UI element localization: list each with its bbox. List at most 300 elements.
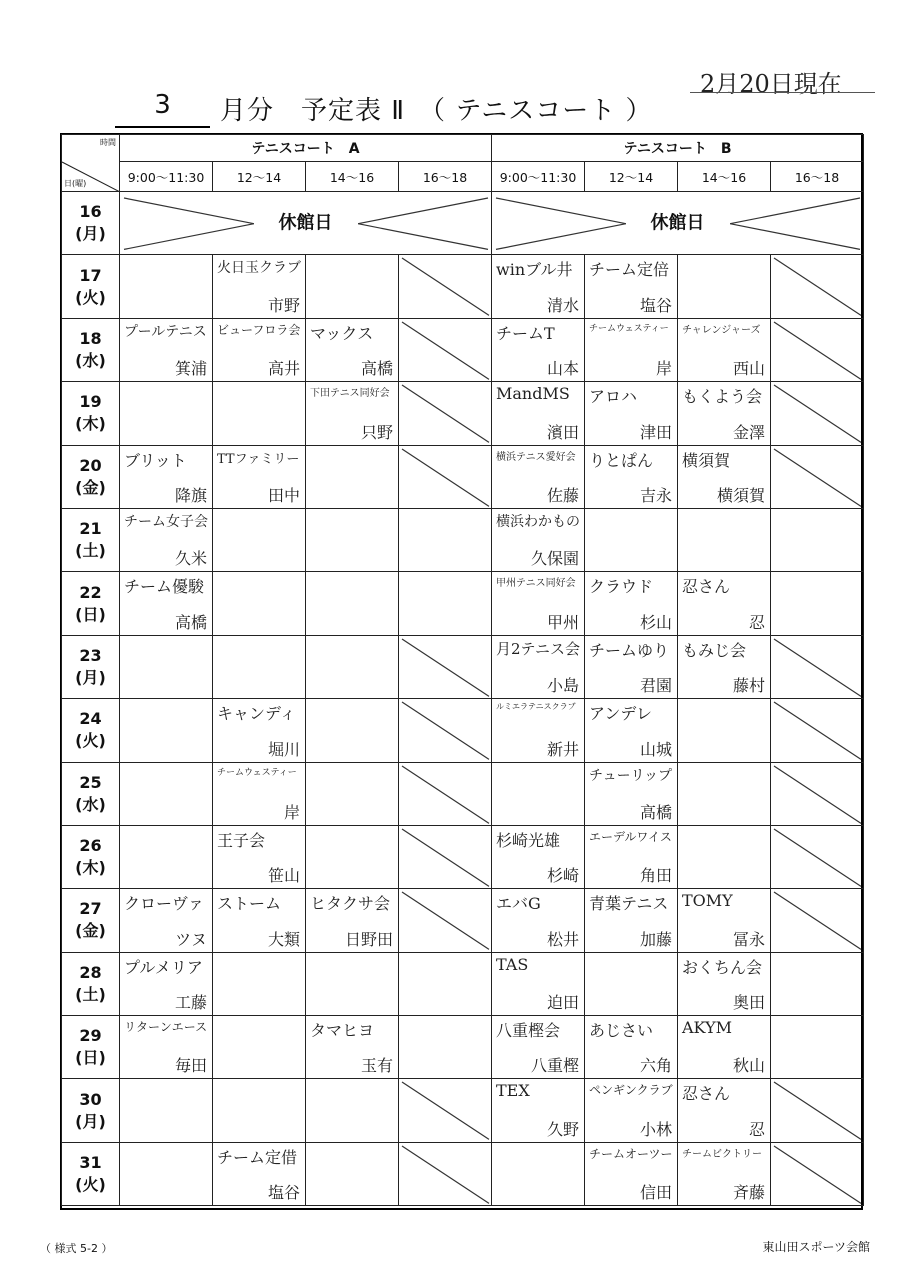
team-name: もみじ会 — [682, 640, 747, 660]
booking-slot — [399, 572, 492, 635]
slot-unavailable-slash — [402, 385, 489, 442]
table-row — [62, 889, 864, 952]
booking-slot — [120, 889, 213, 952]
booking-slot — [585, 255, 678, 318]
day-of-week: (日) — [75, 604, 106, 624]
booking-slot — [120, 572, 213, 635]
table-row — [62, 1142, 864, 1205]
booking-slot — [213, 762, 306, 825]
unavailable-slot — [771, 382, 864, 445]
date-cell — [62, 445, 120, 508]
team-name: チームウェスティー — [589, 323, 669, 334]
team-name: MandMS — [496, 384, 570, 404]
table-row — [62, 699, 864, 762]
representative-name: 杉崎 — [546, 866, 579, 886]
team-name: winブル井 — [496, 260, 573, 280]
booking-slot — [306, 382, 399, 445]
date-cell — [62, 635, 120, 698]
booking-slot — [306, 699, 399, 762]
representative-name: 吉永 — [639, 485, 672, 505]
team-name: チームゆり — [589, 640, 670, 660]
day-of-week: (土) — [75, 541, 106, 561]
day-number: 16 — [79, 202, 102, 222]
date-cell — [62, 889, 120, 952]
table-row — [62, 952, 864, 1015]
day-number: 29 — [79, 1026, 102, 1046]
booking-slot — [678, 762, 771, 825]
slot-unavailable-slash — [402, 829, 489, 886]
booking-slot — [399, 508, 492, 571]
representative-name: 忍 — [748, 1119, 765, 1139]
closed-day-line — [730, 224, 860, 250]
day-number: 26 — [79, 836, 102, 856]
booking-slot — [213, 445, 306, 508]
slot-unavailable-slash — [774, 385, 861, 442]
team-name: チャレンジャーズ — [682, 324, 761, 336]
closed-day-label: 休館日 — [645, 209, 711, 235]
table-row — [62, 825, 864, 888]
schedule-table — [61, 134, 864, 1206]
booking-slot — [306, 889, 399, 952]
team-name: もくよう会 — [682, 387, 763, 407]
booking-slot — [120, 825, 213, 888]
slot-unavailable-slash — [402, 258, 489, 315]
booking-slot — [213, 1079, 306, 1142]
representative-name: 冨永 — [732, 929, 765, 949]
representative-name: 玉有 — [360, 1056, 393, 1076]
representative-name: 工藤 — [174, 993, 207, 1013]
date-cell — [62, 382, 120, 445]
representative-name: 八重樫 — [530, 1056, 579, 1076]
team-name: チューリップ — [589, 767, 673, 784]
representative-name: 新井 — [546, 739, 579, 759]
booking-slot — [585, 318, 678, 381]
closed-day-line — [124, 198, 254, 224]
representative-name: 横須賀 — [716, 485, 765, 505]
slot-unavailable-slash — [402, 766, 489, 823]
date-cell — [62, 699, 120, 762]
booking-slot — [585, 699, 678, 762]
slot-unavailable-slash — [774, 829, 861, 886]
unavailable-slot — [771, 635, 864, 698]
team-name: チーム優駿 — [124, 577, 205, 597]
representative-name: 佐藤 — [546, 485, 579, 505]
closed-day-line — [730, 198, 860, 224]
booking-slot — [492, 825, 585, 888]
slot-unavailable-slash — [774, 322, 861, 379]
booking-slot — [306, 572, 399, 635]
booking-slot — [492, 1142, 585, 1205]
booking-slot — [678, 255, 771, 318]
team-name: あじさい — [589, 1021, 654, 1041]
booking-slot — [678, 382, 771, 445]
day-number: 28 — [79, 962, 102, 982]
corner-date-label: 日(曜) — [64, 179, 87, 188]
booking-slot — [120, 699, 213, 762]
booking-slot — [120, 635, 213, 698]
representative-name: 藤村 — [732, 676, 765, 696]
day-of-week: (木) — [75, 858, 106, 878]
booking-slot — [678, 825, 771, 888]
unavailable-slot — [399, 635, 492, 698]
team-name: ブリット — [124, 450, 187, 470]
team-name: 甲州テニス同好会 — [496, 578, 576, 590]
representative-name: 大類 — [267, 929, 300, 949]
booking-slot — [585, 445, 678, 508]
booking-slot — [678, 572, 771, 635]
representative-name: 清水 — [546, 295, 579, 315]
booking-slot — [585, 635, 678, 698]
team-name: TOMY — [682, 891, 733, 911]
booking-slot — [120, 1079, 213, 1142]
slot-unavailable-slash — [774, 892, 861, 949]
date-cell — [62, 952, 120, 1015]
team-name: チーム定倍 — [589, 260, 670, 280]
team-name: ヒタクサ会 — [310, 894, 391, 914]
team-name: 下田テニス同好会 — [310, 388, 390, 400]
unavailable-slot — [771, 1079, 864, 1142]
day-number: 22 — [79, 582, 102, 602]
time-slot-header: 16～18 — [771, 162, 864, 192]
organization-name: 東山田スポーツ会館 — [762, 1240, 870, 1254]
team-name: プルメリア — [124, 957, 203, 977]
day-of-week: (金) — [75, 921, 106, 941]
representative-name: 久米 — [174, 549, 207, 569]
representative-name: 箕浦 — [174, 359, 207, 379]
booking-slot — [492, 508, 585, 571]
representative-name: 濱田 — [546, 422, 579, 442]
date-cell — [62, 1016, 120, 1079]
booking-slot — [585, 508, 678, 571]
time-slot-header: 14～16 — [306, 162, 399, 192]
booking-slot — [678, 1079, 771, 1142]
booking-slot — [120, 762, 213, 825]
day-number: 21 — [79, 519, 102, 539]
booking-slot — [492, 1016, 585, 1079]
team-name: マックス — [310, 323, 374, 343]
table-row — [62, 572, 864, 635]
slot-unavailable-slash — [774, 766, 861, 823]
team-name: 横浜テニス愛好会 — [496, 451, 576, 463]
unavailable-slot — [399, 318, 492, 381]
as-of-underline — [690, 92, 875, 93]
team-name: プールテニス — [124, 323, 207, 340]
booking-slot — [492, 762, 585, 825]
slot-unavailable-slash — [774, 258, 861, 315]
date-cell — [62, 825, 120, 888]
booking-slot — [492, 572, 585, 635]
booking-slot — [399, 952, 492, 1015]
booking-slot — [306, 445, 399, 508]
team-name: TTファミリー — [217, 451, 300, 467]
slot-unavailable-slash — [402, 892, 489, 949]
team-name: 月2テニス会 — [496, 639, 580, 658]
representative-name: 高井 — [267, 359, 300, 379]
team-name: ストーム — [217, 894, 282, 914]
unavailable-slot — [399, 889, 492, 952]
title-month-number: 3 — [154, 90, 171, 120]
closed-day-label: 休館日 — [273, 209, 339, 235]
team-name: チームオーツー — [589, 1146, 673, 1161]
table-row — [62, 1016, 864, 1079]
booking-slot — [492, 445, 585, 508]
representative-name: 高橋 — [639, 802, 672, 822]
time-slot-header: 9:00～11:30 — [120, 162, 213, 192]
booking-slot — [678, 1142, 771, 1205]
team-name: エバG — [496, 894, 541, 914]
booking-slot — [306, 952, 399, 1015]
unavailable-slot — [771, 445, 864, 508]
unavailable-slot — [399, 382, 492, 445]
booking-slot — [771, 1016, 864, 1079]
day-of-week: (火) — [75, 731, 106, 751]
slot-unavailable-slash — [774, 639, 861, 696]
representative-name: 小島 — [546, 676, 579, 696]
slot-unavailable-slash — [774, 1082, 861, 1139]
table-row — [62, 255, 864, 318]
unavailable-slot — [771, 255, 864, 318]
booking-slot — [585, 952, 678, 1015]
slot-unavailable-slash — [402, 449, 489, 506]
day-of-week: (火) — [75, 287, 106, 307]
booking-slot — [492, 318, 585, 381]
day-number: 25 — [79, 772, 102, 792]
representative-name: 久保園 — [530, 549, 579, 569]
representative-name: 日野田 — [344, 929, 393, 949]
team-name: 八重樫会 — [496, 1021, 561, 1041]
date-cell — [62, 192, 120, 255]
representative-name: 秋山 — [732, 1056, 765, 1076]
unavailable-slot — [771, 825, 864, 888]
representative-name: 岸 — [655, 359, 672, 379]
booking-slot — [399, 1016, 492, 1079]
day-of-week: (土) — [75, 984, 106, 1004]
team-name: ビューフロラ会 — [217, 322, 301, 337]
booking-slot — [306, 255, 399, 318]
representative-name: 塩谷 — [639, 295, 672, 315]
team-name: りとぱん — [589, 450, 654, 470]
booking-slot — [213, 825, 306, 888]
booking-slot — [492, 1079, 585, 1142]
booking-slot — [213, 508, 306, 571]
team-name: アンデレ — [589, 704, 653, 724]
table-row — [62, 635, 864, 698]
booking-slot — [771, 508, 864, 571]
day-number: 24 — [79, 709, 102, 729]
booking-slot — [492, 952, 585, 1015]
representative-name: 信田 — [639, 1183, 672, 1203]
representative-name: 加藤 — [639, 929, 672, 949]
booking-slot — [585, 762, 678, 825]
representative-name: 甲州 — [546, 612, 579, 632]
form-number: （ 様式 5-2 ） — [40, 1242, 113, 1255]
booking-slot — [585, 572, 678, 635]
team-name: アロハ — [589, 387, 638, 407]
team-name: 忍さん — [682, 1084, 731, 1104]
day-number: 27 — [79, 899, 102, 919]
closed-day-line — [496, 198, 626, 224]
booking-slot — [771, 572, 864, 635]
representative-name: 堀川 — [267, 739, 300, 759]
representative-name: 岸 — [283, 802, 300, 822]
representative-name: 只野 — [360, 422, 393, 442]
day-number: 18 — [79, 328, 102, 348]
title-month-underline — [115, 126, 210, 128]
unavailable-slot — [771, 889, 864, 952]
team-name: おくちん会 — [682, 957, 763, 977]
slot-unavailable-slash — [402, 639, 489, 696]
team-name: 横須賀 — [682, 450, 731, 470]
representative-name: 金澤 — [732, 422, 765, 442]
day-number: 31 — [79, 1153, 102, 1173]
corner-time-label: 時間 — [100, 138, 116, 147]
booking-slot — [492, 699, 585, 762]
booking-slot — [585, 889, 678, 952]
title-text: 月分 予定表 Ⅱ （ テニスコート ） — [220, 96, 653, 126]
representative-name: 六角 — [639, 1056, 672, 1076]
team-name: TEX — [496, 1081, 530, 1101]
team-name: 青葉テニス — [589, 894, 669, 914]
day-number: 19 — [79, 392, 102, 412]
team-name: 火日玉クラブ — [217, 260, 301, 277]
day-number: 23 — [79, 645, 102, 665]
booking-slot — [585, 382, 678, 445]
date-cell — [62, 508, 120, 571]
booking-slot — [585, 1142, 678, 1205]
team-name: AKYM — [682, 1018, 733, 1038]
booking-slot — [306, 1079, 399, 1142]
date-cell — [62, 1142, 120, 1205]
table-row — [62, 382, 864, 445]
day-of-week: (月) — [75, 667, 106, 687]
booking-slot — [120, 1016, 213, 1079]
day-of-week: (火) — [75, 1175, 106, 1195]
team-name: チームビクトリー — [682, 1148, 762, 1160]
representative-name: 杉山 — [639, 612, 672, 632]
representative-name: 高橋 — [360, 359, 393, 379]
closed-day-cell — [492, 192, 864, 255]
booking-slot — [306, 635, 399, 698]
booking-slot — [585, 1079, 678, 1142]
table-row — [62, 318, 864, 381]
representative-name: 津田 — [639, 422, 672, 442]
representative-name: 田中 — [267, 485, 300, 505]
day-of-week: (月) — [75, 224, 106, 244]
unavailable-slot — [771, 762, 864, 825]
time-slot-header: 16～18 — [399, 162, 492, 192]
booking-slot — [213, 1142, 306, 1205]
representative-name: 高橋 — [174, 612, 207, 632]
time-slot-header: 9:00～11:30 — [492, 162, 585, 192]
booking-slot — [213, 699, 306, 762]
slot-unavailable-slash — [774, 702, 861, 759]
team-name: 杉崎光雄 — [496, 830, 561, 850]
representative-name: 塩谷 — [267, 1183, 300, 1203]
representative-name: 山城 — [639, 739, 672, 759]
team-name: チーム女子会 — [124, 513, 208, 530]
team-name: チームウェスティー — [217, 767, 297, 778]
table-row — [62, 1079, 864, 1142]
booking-slot — [678, 318, 771, 381]
booking-slot — [120, 382, 213, 445]
representative-name: 毎田 — [174, 1056, 207, 1076]
booking-slot — [678, 508, 771, 571]
team-name: 忍さん — [682, 577, 731, 597]
representative-name: 君園 — [639, 676, 672, 696]
booking-slot — [213, 635, 306, 698]
booking-slot — [585, 825, 678, 888]
closed-day-line — [358, 198, 488, 224]
representative-name: 奥田 — [732, 993, 765, 1013]
representative-name: 西山 — [732, 359, 765, 379]
booking-slot — [213, 382, 306, 445]
slot-unavailable-slash — [774, 1146, 861, 1203]
date-cell — [62, 762, 120, 825]
booking-slot — [120, 952, 213, 1015]
booking-slot — [213, 318, 306, 381]
booking-slot — [306, 762, 399, 825]
date-cell — [62, 572, 120, 635]
closed-day-line — [496, 224, 626, 250]
booking-slot — [213, 255, 306, 318]
booking-slot — [120, 1142, 213, 1205]
team-name: タマヒヨ — [310, 1021, 375, 1041]
booking-slot — [120, 318, 213, 381]
closed-day-cell — [120, 192, 492, 255]
booking-slot — [678, 635, 771, 698]
date-cell — [62, 1079, 120, 1142]
time-slot-header: 14～16 — [678, 162, 771, 192]
representative-name: 久野 — [546, 1119, 579, 1139]
representative-name: 市野 — [267, 295, 300, 315]
representative-name: 斉藤 — [732, 1183, 765, 1203]
representative-name: 忍 — [748, 612, 765, 632]
court-header: テニスコート A — [120, 135, 492, 162]
representative-name: 小林 — [639, 1119, 672, 1139]
day-of-week: (日) — [75, 1048, 106, 1068]
booking-slot — [492, 382, 585, 445]
team-name: 横浜わかもの — [496, 513, 580, 530]
table-row — [62, 508, 864, 571]
time-slot-header: 12～14 — [585, 162, 678, 192]
booking-slot — [306, 825, 399, 888]
booking-slot — [213, 1016, 306, 1079]
date-cell — [62, 255, 120, 318]
team-name: ルミエラテニスクラブ — [496, 702, 576, 712]
unavailable-slot — [399, 699, 492, 762]
day-of-week: (水) — [75, 794, 106, 814]
unavailable-slot — [399, 255, 492, 318]
unavailable-slot — [399, 825, 492, 888]
booking-slot — [585, 1016, 678, 1079]
booking-slot — [306, 508, 399, 571]
day-of-week: (金) — [75, 477, 106, 497]
team-name: クローヴァ — [124, 894, 204, 914]
booking-slot — [678, 889, 771, 952]
header-corner — [62, 135, 120, 192]
booking-slot — [678, 952, 771, 1015]
unavailable-slot — [399, 445, 492, 508]
booking-slot — [213, 889, 306, 952]
team-name: 王子会 — [217, 830, 266, 850]
day-of-week: (木) — [75, 414, 106, 434]
representative-name: 山本 — [546, 359, 579, 379]
representative-name: 迫田 — [546, 993, 579, 1013]
table-row — [62, 762, 864, 825]
day-of-week: (水) — [75, 350, 106, 370]
day-number: 17 — [79, 265, 102, 285]
day-number: 30 — [79, 1089, 102, 1109]
